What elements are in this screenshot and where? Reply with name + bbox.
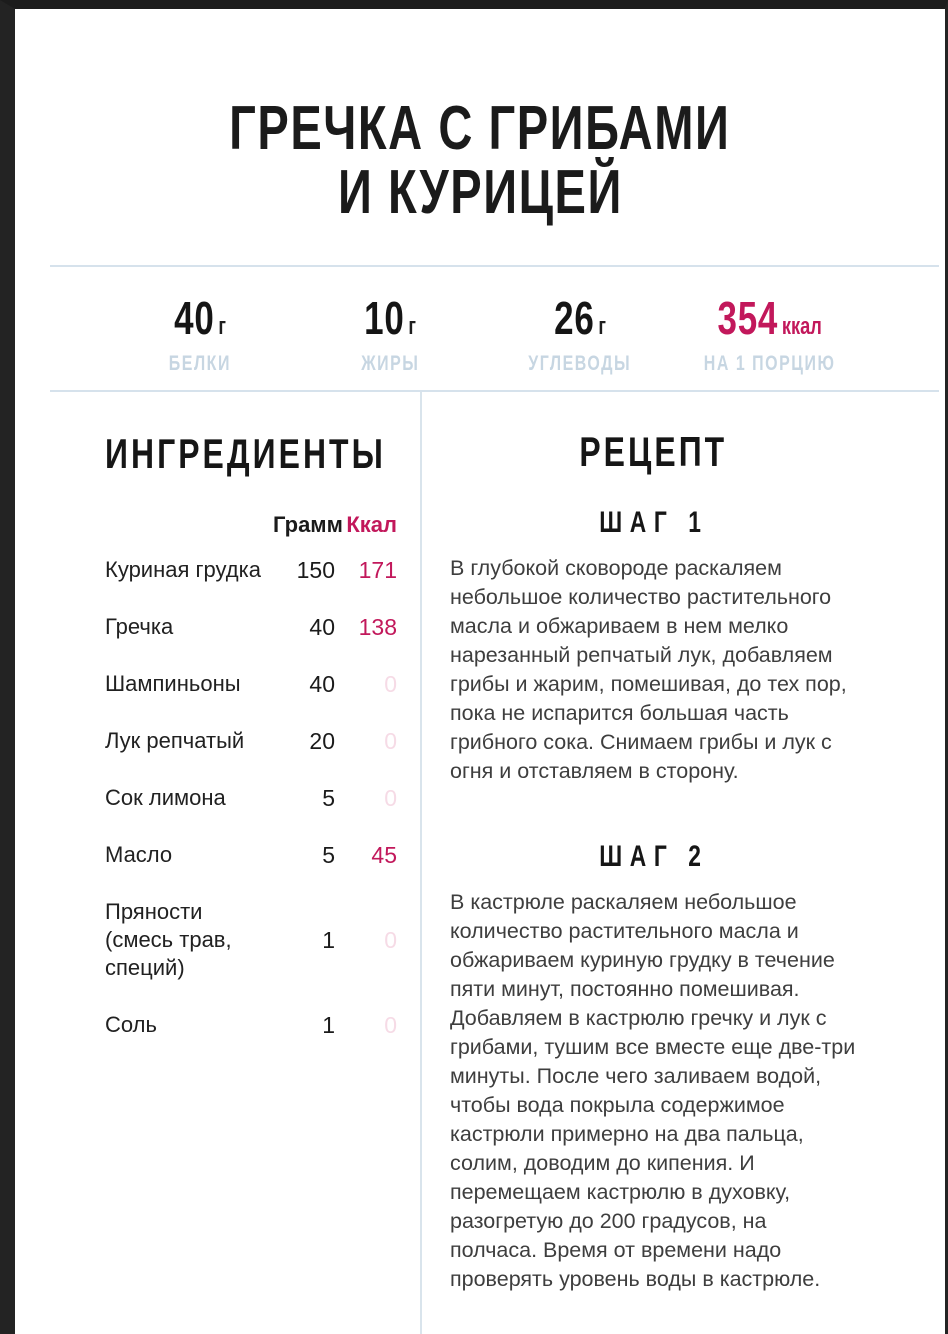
- nutrition-item-protein: [105, 291, 295, 376]
- ingredient-grams: 5: [322, 841, 335, 868]
- step-2-heading: ШАГ 2: [598, 840, 709, 873]
- ingredient-kcal: 171: [358, 556, 397, 583]
- step-1-heading-wrap: [450, 506, 857, 540]
- ingredient-name: Гречка: [105, 614, 174, 639]
- ingredient-grams: 40: [309, 670, 335, 697]
- step-2-text: В кастрюле раскаляем небольшое количество растительного масла и обжариваем куриную грудку в течение пяти минут, постоянно помешивая. Добавляем в кастрюлю гречку и лук с грибами, тушим все вместе еще две-три минуты. После чего заливаем водой, чтобы вода покрыла содержимое кастрюли примерно на два пальца, солим, доводим до кипения. И перемещаем кастрюлю в духовку, разогретую до 200 градусов, на полчаса. Время от времени надо проверять уровень воды в кастрюле.: [450, 890, 856, 1291]
- ingredient-row: [105, 670, 406, 698]
- nutrition-item-kcal: [675, 291, 865, 376]
- kcal-label: НА 1 ПОРЦИЮ: [704, 352, 836, 375]
- kcal-unit: ккал: [782, 313, 823, 340]
- ingredient-row: [105, 784, 406, 812]
- ingredient-grams: 20: [309, 727, 335, 754]
- ingredient-grams: 1: [322, 926, 335, 953]
- ingredient-name: Сок лимона: [105, 785, 226, 810]
- ingredient-name: Масло: [105, 842, 173, 867]
- step-1-text: В глубокой сковороде раскаляем небольшое количество растительного масла и обжариваем в нем мелко нарезанный репчатый лук, добавляем грибы и жарим, помешивая, до тех пор, пока не испарится большая часть грибного сока. Снимаем грибы и лук с огня и отставляем в сторону.: [450, 556, 847, 783]
- title-line-1: ГРЕЧКА С ГРИБАМИ: [229, 94, 731, 163]
- ingredient-row: [105, 1011, 406, 1039]
- column-header-grams: Грамм: [273, 512, 343, 537]
- ingredient-grams: 5: [322, 784, 335, 811]
- carbs-unit: г: [598, 313, 606, 340]
- column-header-kcal: Ккал: [346, 512, 397, 537]
- ingredient-name: Шампиньоны: [105, 671, 241, 696]
- ingredient-kcal: 0: [384, 926, 397, 953]
- ingredient-row: [105, 727, 406, 755]
- title-line-2: И КУРИЦЕЙ: [337, 158, 623, 227]
- step-1-heading: ШАГ 1: [598, 506, 709, 539]
- ingredient-grams: 40: [309, 613, 335, 640]
- nutrition-item-carbs: [485, 291, 675, 376]
- ingredients-table-header: [105, 512, 406, 538]
- ingredients-section: [15, 392, 422, 1334]
- protein-value: 40: [174, 292, 215, 344]
- ingredient-name: Пряности (смесь трав, специй): [105, 899, 232, 980]
- content-columns: [15, 392, 945, 1334]
- ingredient-kcal: 0: [384, 670, 397, 697]
- ingredient-row: [105, 613, 406, 641]
- protein-label: БЕЛКИ: [168, 352, 232, 375]
- carbs-value: 26: [554, 292, 595, 344]
- ingredient-row: [105, 898, 406, 982]
- ingredient-kcal: 45: [371, 841, 397, 868]
- ingredients-table: [105, 512, 406, 1039]
- ingredient-kcal: 0: [384, 727, 397, 754]
- page-title: [15, 9, 945, 225]
- protein-unit: г: [218, 313, 226, 340]
- ingredient-name: Соль: [105, 1012, 157, 1037]
- ingredient-name: Куриная грудка: [105, 557, 261, 582]
- ingredient-grams: 1: [322, 1011, 335, 1038]
- recipe-section: [422, 392, 945, 1334]
- ingredient-row: [105, 841, 406, 869]
- recipe-heading: РЕЦЕПТ: [579, 428, 728, 475]
- ingredients-heading: ИНГРЕДИЕНТЫ: [105, 430, 386, 477]
- nutrition-summary: [15, 267, 945, 390]
- nutrition-item-fat: [295, 291, 485, 376]
- ingredient-kcal: 0: [384, 784, 397, 811]
- ingredient-row: [105, 556, 406, 584]
- fat-unit: г: [408, 313, 416, 340]
- ingredient-kcal: 138: [358, 613, 397, 640]
- ingredient-grams: 150: [296, 556, 335, 583]
- ingredient-kcal: 0: [384, 1011, 397, 1038]
- carbs-label: УГЛЕВОДЫ: [528, 352, 632, 375]
- ingredient-name: Лук репчатый: [105, 728, 245, 753]
- step-2-heading-wrap: [450, 840, 857, 874]
- kcal-value: 354: [717, 292, 779, 344]
- fat-value: 10: [364, 292, 405, 344]
- fat-label: ЖИРЫ: [360, 352, 420, 375]
